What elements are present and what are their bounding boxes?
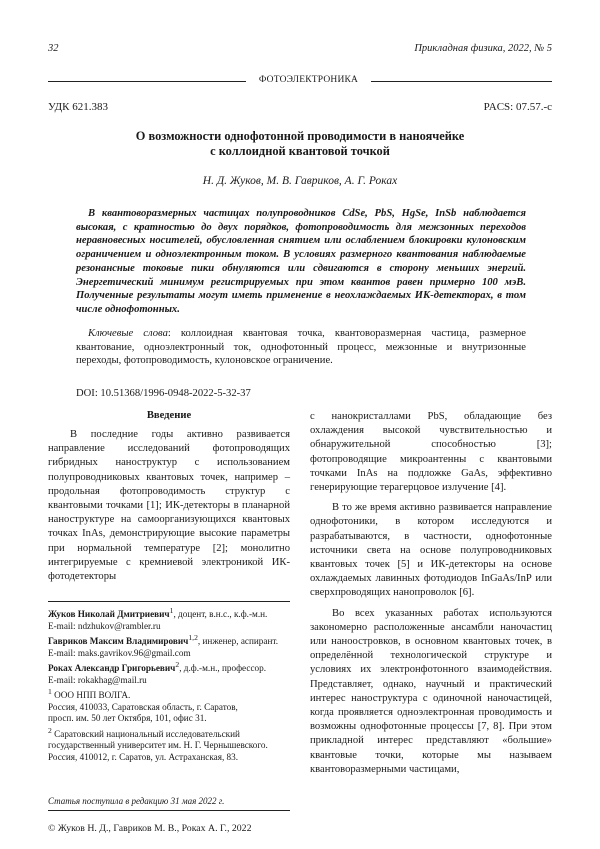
affiliation-2-line-2: государственный университет им. Н. Г. Чернышевского. — [48, 740, 268, 751]
title-line-1: О возможности однофотонной проводимости в наноячейке — [135, 129, 465, 143]
affiliation-2-line-3: Россия, 410012, г. Саратов, ул. Астраханская, 83. — [48, 751, 239, 762]
author-footnotes — [48, 605, 290, 763]
author-2-sup: 1,2 — [188, 633, 198, 643]
right-column — [310, 410, 552, 777]
author-2-position: , инженер, аспирант. — [197, 636, 279, 647]
doi: DOI: 10.51368/1996-0948-2022-5-32-37 — [76, 388, 251, 399]
intro-paragraph-3: Во всех указанных работах используются закономерно расположенные ансамбли наночастиц или наноостровков, в основном квантовых точек, в определённой технологической структуре и условиях их электронфотонного взаимодействия. Представляет, однако, научный и практический интерес наноструктура с одиночной наночастицей, когда проявляется одноэлектронная проводимость и возможны однофотонные процессы [7, 8]. При этом прикладной интерес представляют «большие» квантовые точки, которые мы называем квантоворазмерными частицами, — [310, 607, 552, 775]
author-3-name: Роках Александр Григорьевич — [48, 663, 176, 674]
keywords-label: Ключевые слова — [88, 328, 168, 339]
author-list: Н. Д. Жуков, М. В. Гавриков, А. Г. Роках — [202, 175, 398, 187]
affiliation-2-name — [48, 725, 290, 741]
keywords-text: : коллоидная квантовая точка, квантоворазмерная частица, размерное квантование, одноэлектронный ток, однофотонный процесс, межзонные и внутризонные переходы, фотопроводимость, кулоновское ограничение. — [76, 328, 526, 367]
paper-title — [90, 129, 510, 158]
keywords — [76, 327, 526, 368]
affiliation-1-name — [48, 686, 290, 702]
udc-code: УДК 621.383 — [48, 101, 109, 113]
affiliation-1-line-1: Россия, 410033, Саратовская область, г. Саратов, — [48, 701, 238, 712]
abstract: В квантоворазмерных частицах полупроводников CdSe, PbS, HgSe, InSb наблюдается высокая, с кратностью до двух порядков, фотопроводимость для межзонных переходов неравновесных носителей, обусловленная снятием или ослаблением блокировки кулоновским ограничением и одноэлектронным током. В условиях размерного квантования наблюдаемые резонансные токовые пики обнуляются или сдвигаются в сторону меньших энергий. Энергетический минимум регистрируемых при этом квантов равен примерно 100 мэВ. Полученные результаты могут иметь применение в неохлаждаемых ИК-детекторах, в том числе однофотонных. — [76, 208, 526, 315]
introduction-heading: Введение — [146, 410, 192, 421]
author-3-sup: 2 — [175, 660, 180, 670]
author-1-email: E-mail: ndzhukov@rambler.ru — [48, 620, 161, 631]
author-2-line — [48, 632, 290, 648]
title-line-2: с коллоидной квантовой точкой — [210, 143, 390, 158]
author-3-email: E-mail: rokakhag@mail.ru — [48, 674, 147, 685]
left-column — [48, 428, 290, 584]
author-3-line — [48, 659, 290, 675]
footnote-rule — [48, 601, 290, 602]
received-rule — [48, 810, 290, 811]
pacs-code: PACS: 07.57.-c — [483, 101, 552, 113]
affiliation-1-line-2: просп. им. 50 лет Октября, 101, офис 31. — [48, 713, 207, 724]
author-1-line — [48, 605, 290, 621]
affiliation-2-title: Саратовский национальный исследовательский — [51, 728, 240, 739]
author-2-email: E-mail: maks.gavrikov.96@gmail.com — [48, 647, 191, 658]
author-3-position: , д.ф.-м.н., профессор. — [179, 663, 267, 674]
author-1-position: , доцент, в.н.с., к.ф.-м.н. — [173, 609, 268, 620]
intro-paragraph-1-cont: с нанокристаллами PbS, обладающие без охлаждения высокой чувствительностью и обнаружительной способностью [3]; фотопроводящие микроантенны с квантовыми точками InAs на подложке GaAs, эффективно генерирующие терагерцовое излучение [4]. — [310, 411, 552, 494]
affiliation-1-title: ООО НПП ВОЛГА. — [51, 690, 131, 701]
page-number: 32 — [48, 43, 59, 54]
copyright: © Жуков Н. Д., Гавриков М. В., Роках А. Г., 2022 — [48, 823, 252, 834]
section-rule-right — [371, 81, 552, 82]
received-date: Статья поступила в редакцию 31 мая 2022 г. — [48, 796, 225, 806]
section-rule-left — [48, 81, 246, 82]
affiliation-2-sup: 2 — [48, 725, 52, 735]
affiliation-1-sup: 1 — [48, 687, 52, 697]
intro-paragraph-2: В то же время активно развивается направление однофотоники, в котором исследуются и разрабатываются, в частности, однофотонные источники света на основе полупроводниковых квантовых точек [5] и ИК-детекторы на основе охлаждаемых лавинных фотодиодов InGaAs/InP или сверхпроводящих нанопроволок [6]. — [310, 502, 552, 599]
section-heading: ФОТОЭЛЕКТРОНИКА — [258, 75, 359, 85]
author-1-sup: 1 — [169, 606, 174, 615]
intro-paragraph-1: В последние годы активно развивается направление исследований фотопроводящих гибридных наноструктур с использованием полупроводниковых квантовых точек, например – продольная фотопроводимость структур с квантовыми точками [1]; ИК-детекторы в планарной наноструктуре на самоорганизующихся квантовых точках InAs, демонстрирующие высокие параметры при нормальной температуре [2]; монолитно интегрируемые с кремниевой электроникой ИК-фотодетекторы — [48, 429, 290, 583]
journal-header: Прикладная физика, 2022, № 5 — [414, 43, 552, 54]
author-2-name: Гавриков Максим Владимирович — [48, 636, 189, 647]
author-1-name: Жуков Николай Дмитриевич — [48, 609, 170, 620]
